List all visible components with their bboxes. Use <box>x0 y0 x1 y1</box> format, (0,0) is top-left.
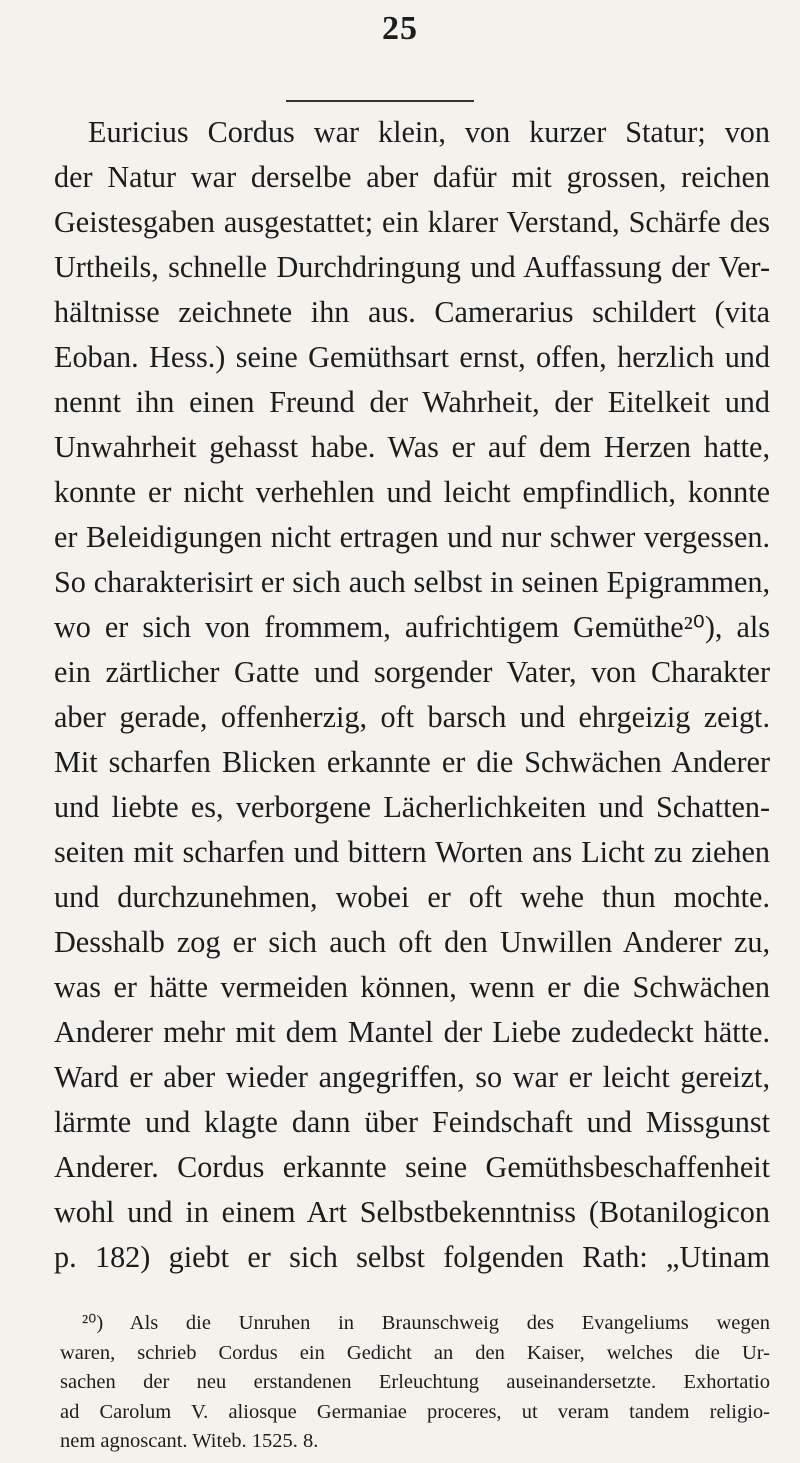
text-line: wohl und in einem Art Selbstbekenntniss (Botanilogicon <box>54 1195 770 1229</box>
text-line: Ward er aber wieder angegriffen, so war er leicht gereizt, <box>54 1060 770 1094</box>
footnote-line: ad Carolum V. aliosque Germaniae proceres, ut veram tandem religio- <box>60 1400 770 1423</box>
text-line: und durchzunehmen, wobei er oft wehe thun mochte. <box>54 880 770 914</box>
text-line: nennt ihn einen Freund der Wahrheit, der Eitelkeit und <box>54 385 770 419</box>
text-line: lärmte und klagte dann über Feindschaft und Missgunst <box>54 1105 770 1139</box>
text-line: und liebte es, verborgene Lächerlichkeiten und Schatten- <box>54 790 770 824</box>
text-line: Anderer. Cordus erkannte seine Gemüthsbeschaffenheit <box>54 1150 770 1184</box>
header-rule <box>286 100 474 102</box>
footnote-line: waren, schrieb Cordus ein Gedicht an den Kaiser, welches die Ur- <box>60 1341 770 1364</box>
text-line: der Natur war derselbe aber dafür mit grossen, reichen <box>54 160 770 194</box>
text-line: Geistesgaben ausgestattet; ein klarer Verstand, Schärfe des <box>54 205 770 239</box>
text-line: Urtheils, schnelle Durchdringung und Auffassung der Ver- <box>54 250 770 284</box>
text-line: Desshalb zog er sich auch oft den Unwillen Anderer zu, <box>54 925 770 959</box>
text-line: seiten mit scharfen und bittern Worten ans Licht zu ziehen <box>54 835 770 869</box>
page-number: 25 <box>382 10 418 47</box>
text-line: aber gerade, offenherzig, oft barsch und ehrgeizig zeigt. <box>54 700 770 734</box>
text-line: p. 182) giebt er sich selbst folgenden Rath: „Utinam <box>54 1240 770 1274</box>
text-line: Anderer mehr mit dem Mantel der Liebe zudedeckt hätte. <box>54 1015 770 1049</box>
footnote-line: ²⁰) Als die Unruhen in Braunschweig des Evangeliums wegen <box>82 1312 770 1334</box>
text-line: Euricius Cordus war klein, von kurzer Statur; von <box>88 115 770 149</box>
text-line: So charakterisirt er sich auch selbst in seinen Epigrammen, <box>54 565 770 599</box>
body-text <box>54 110 770 1280</box>
text-line: hältnisse zeichnete ihn aus. Camerarius schildert (vita <box>54 295 770 329</box>
text-line: wo er sich von frommem, aufrichtigem Gemüthe²⁰), als <box>54 610 770 644</box>
text-line: er Beleidigungen nicht ertragen und nur schwer vergessen. <box>54 520 770 554</box>
text-line: ein zärtlicher Gatte und sorgender Vater, von Charakter <box>54 655 770 689</box>
text-line: was er hätte vermeiden können, wenn er die Schwächen <box>54 970 770 1004</box>
text-line: konnte er nicht verhehlen und leicht empfindlich, konnte <box>54 475 770 509</box>
footnote-line: sachen der neu erstandenen Erleuchtung auseinandersetzte. Exhortatio <box>60 1371 770 1393</box>
text-line: Eoban. Hess.) seine Gemüthsart ernst, offen, herzlich und <box>54 340 770 374</box>
footnote <box>60 1309 770 1457</box>
footnote-line: nem agnoscant. Witeb. 1525. 8. <box>60 1430 319 1452</box>
text-line: Mit scharfen Blicken erkannte er die Schwächen Anderer <box>54 745 770 779</box>
text-line: Unwahrheit gehasst habe. Was er auf dem Herzen hatte, <box>54 430 770 464</box>
